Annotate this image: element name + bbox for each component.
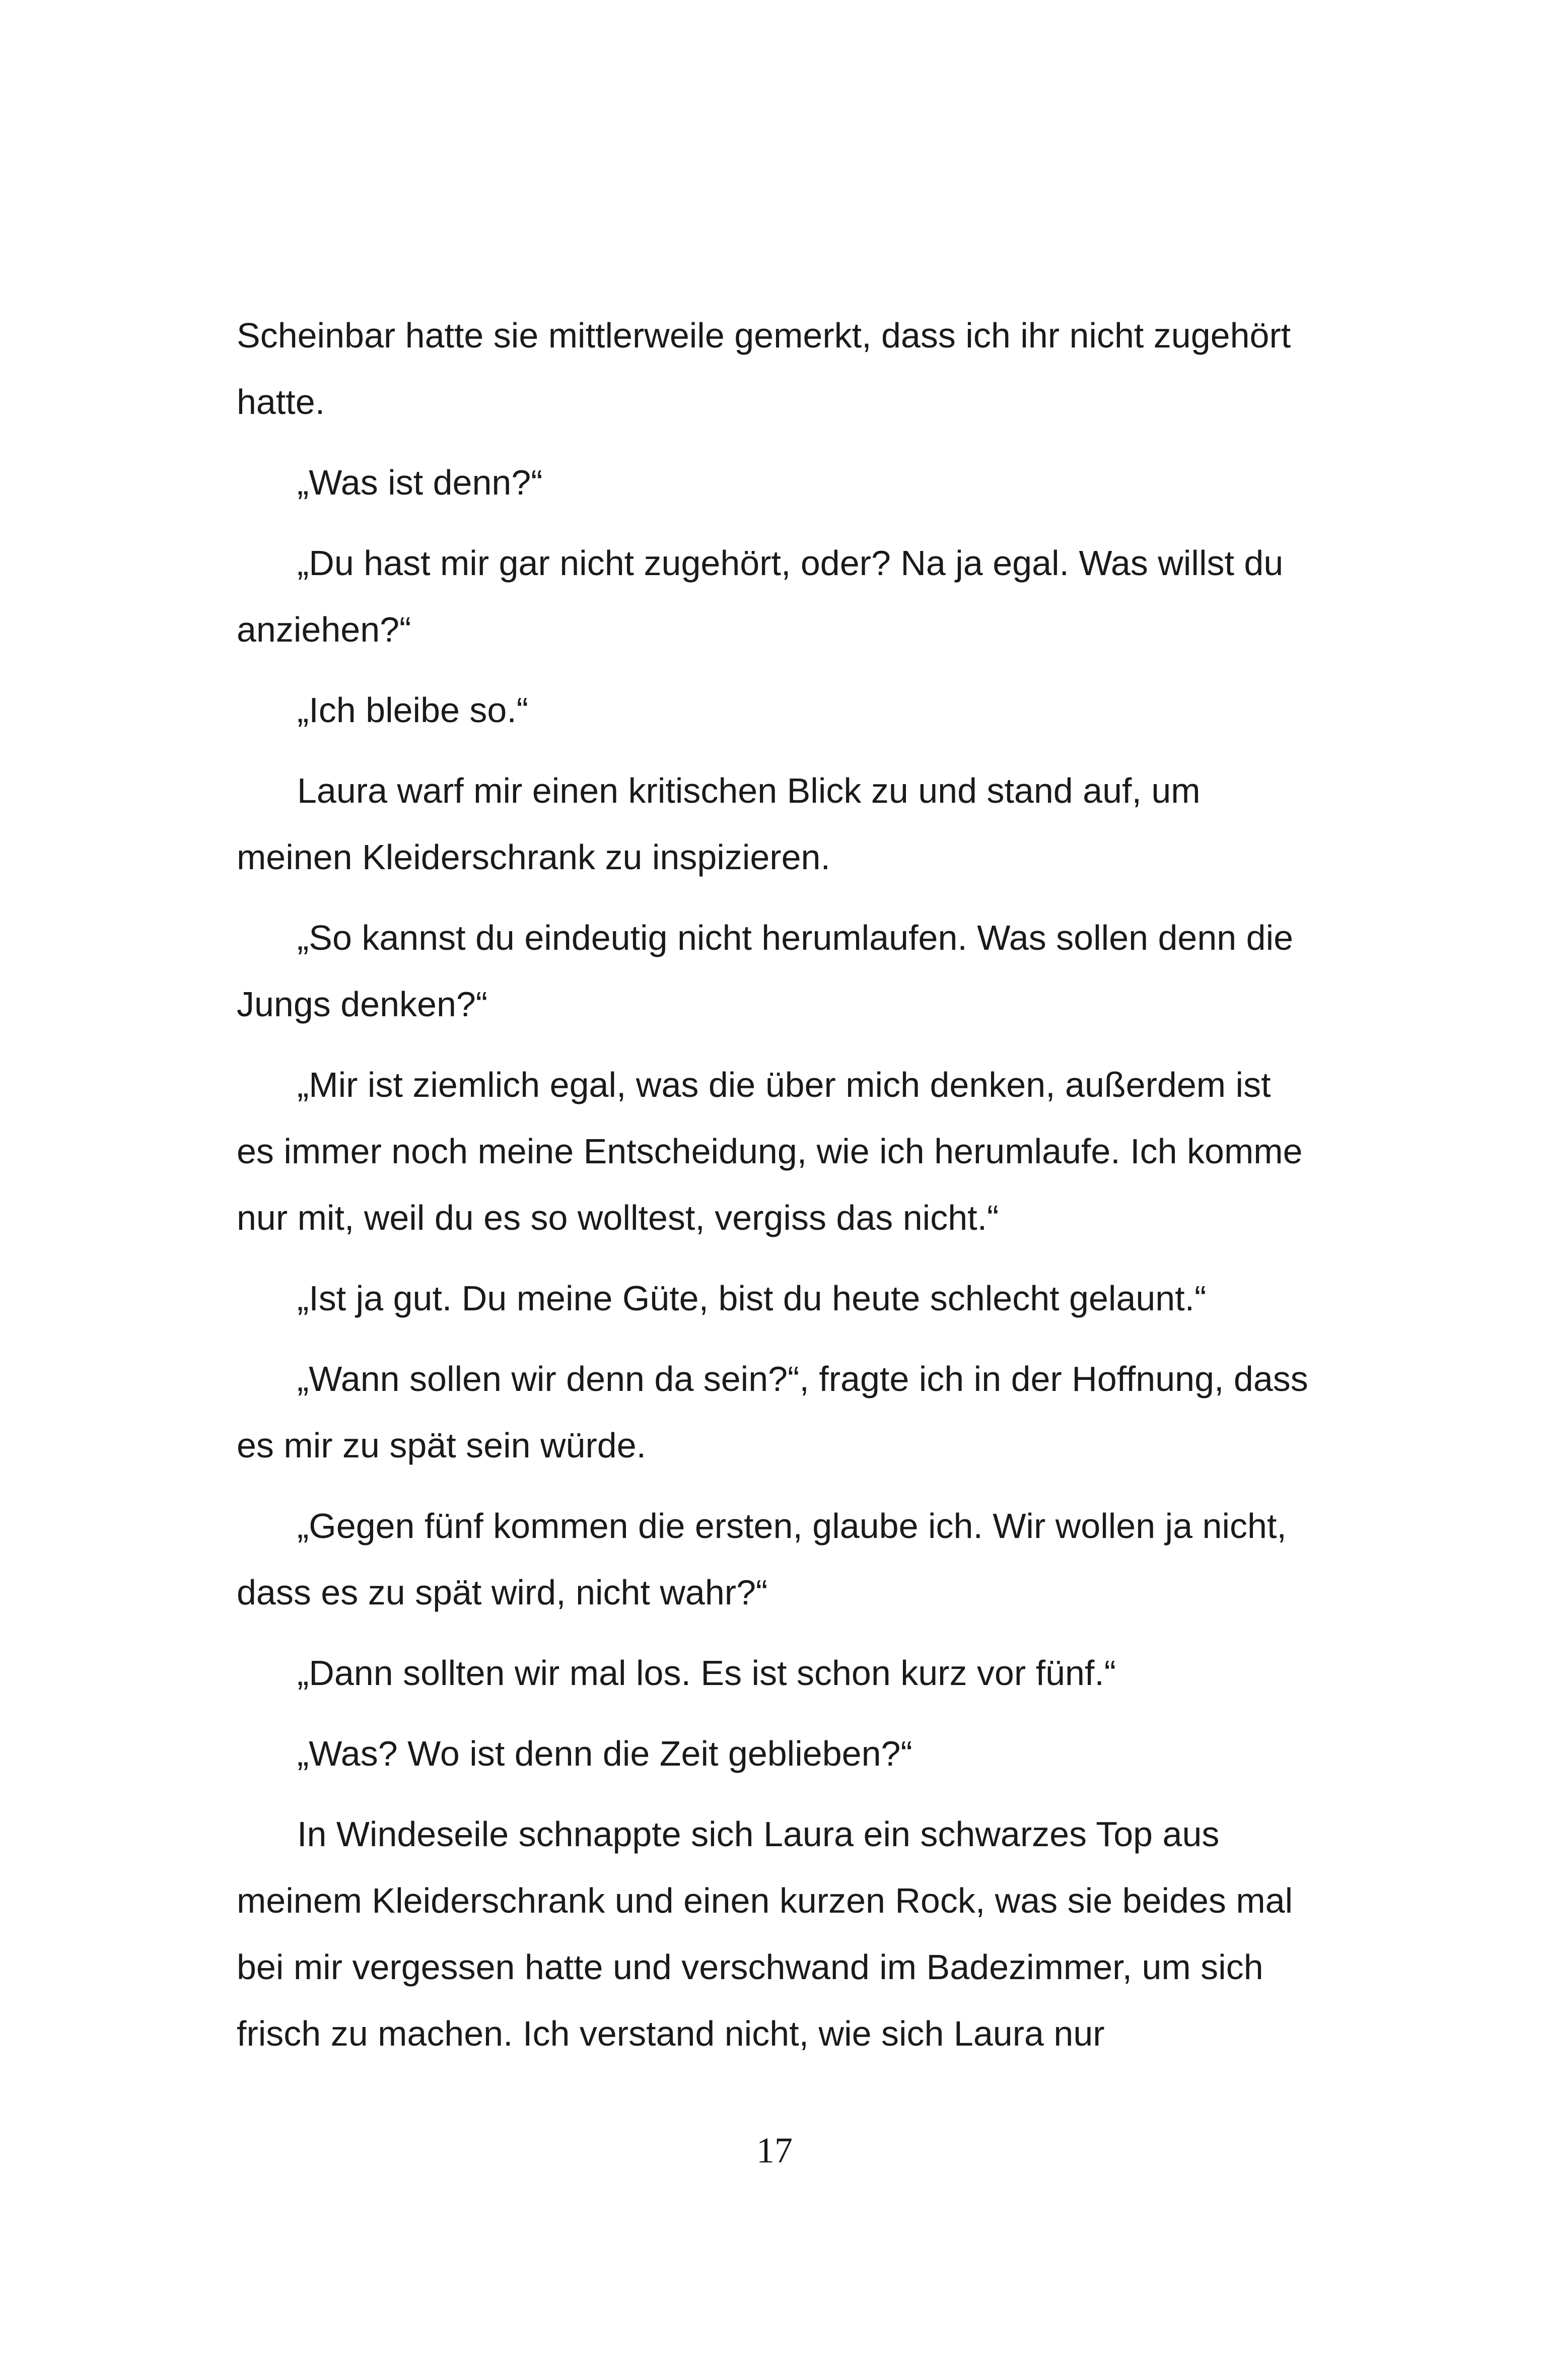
paragraph: „Du hast mir gar nicht zugehört, oder? Na ja egal. Was willst du anziehen?“ (237, 543, 1284, 649)
paragraph: „Dann sollten wir mal los. Es ist schon kurz vor fünf.“ (297, 1653, 1116, 1693)
page-number: 17 (756, 2130, 793, 2171)
paragraph: In Windeseile schnappte sich Laura ein schwarzes Top aus meinem Kleiderschrank und einen kurzen Rock, was sie beides mal bei mir vergessen hatte und verschwand im Badezimmer, um sich frisch zu machen. Ich verstand nicht, wie sich Laura nur (237, 1814, 1293, 2053)
paragraph: „So kannst du eindeutig nicht herumlaufen. Was sollen denn die Jungs denken?“ (237, 918, 1294, 1024)
paragraph: Laura warf mir einen kritischen Blick zu und stand auf, um meinen Kleiderschrank zu inspizieren. (237, 771, 1201, 877)
paragraph: „Was? Wo ist denn die Zeit geblieben?“ (297, 1734, 912, 1773)
paragraph: „Wann sollen wir denn da sein?“, fragte ich in der Hoffnung, dass es mir zu spät sein würde. (237, 1359, 1308, 1465)
paragraph: Scheinbar hatte sie mittlerweile gemerkt, dass ich ihr nicht zugehört hatte. (237, 316, 1291, 422)
paragraph: „Ist ja gut. Du meine Güte, bist du heute schlecht gelaunt.“ (297, 1279, 1207, 1318)
body-text (237, 302, 1309, 2081)
paragraph: „Mir ist ziemlich egal, was die über mich denken, außerdem ist es immer noch meine Entscheidung, wie ich herumlaufe. Ich komme nur mit, weil du es so wolltest, vergiss das nicht.“ (237, 1065, 1303, 1237)
paragraph: „Was ist denn?“ (297, 463, 543, 502)
paragraph: „Ich bleibe so.“ (297, 690, 529, 730)
paragraph: „Gegen fünf kommen die ersten, glaube ich. Wir wollen ja nicht, dass es zu spät wird, nicht wahr?“ (237, 1506, 1287, 1612)
